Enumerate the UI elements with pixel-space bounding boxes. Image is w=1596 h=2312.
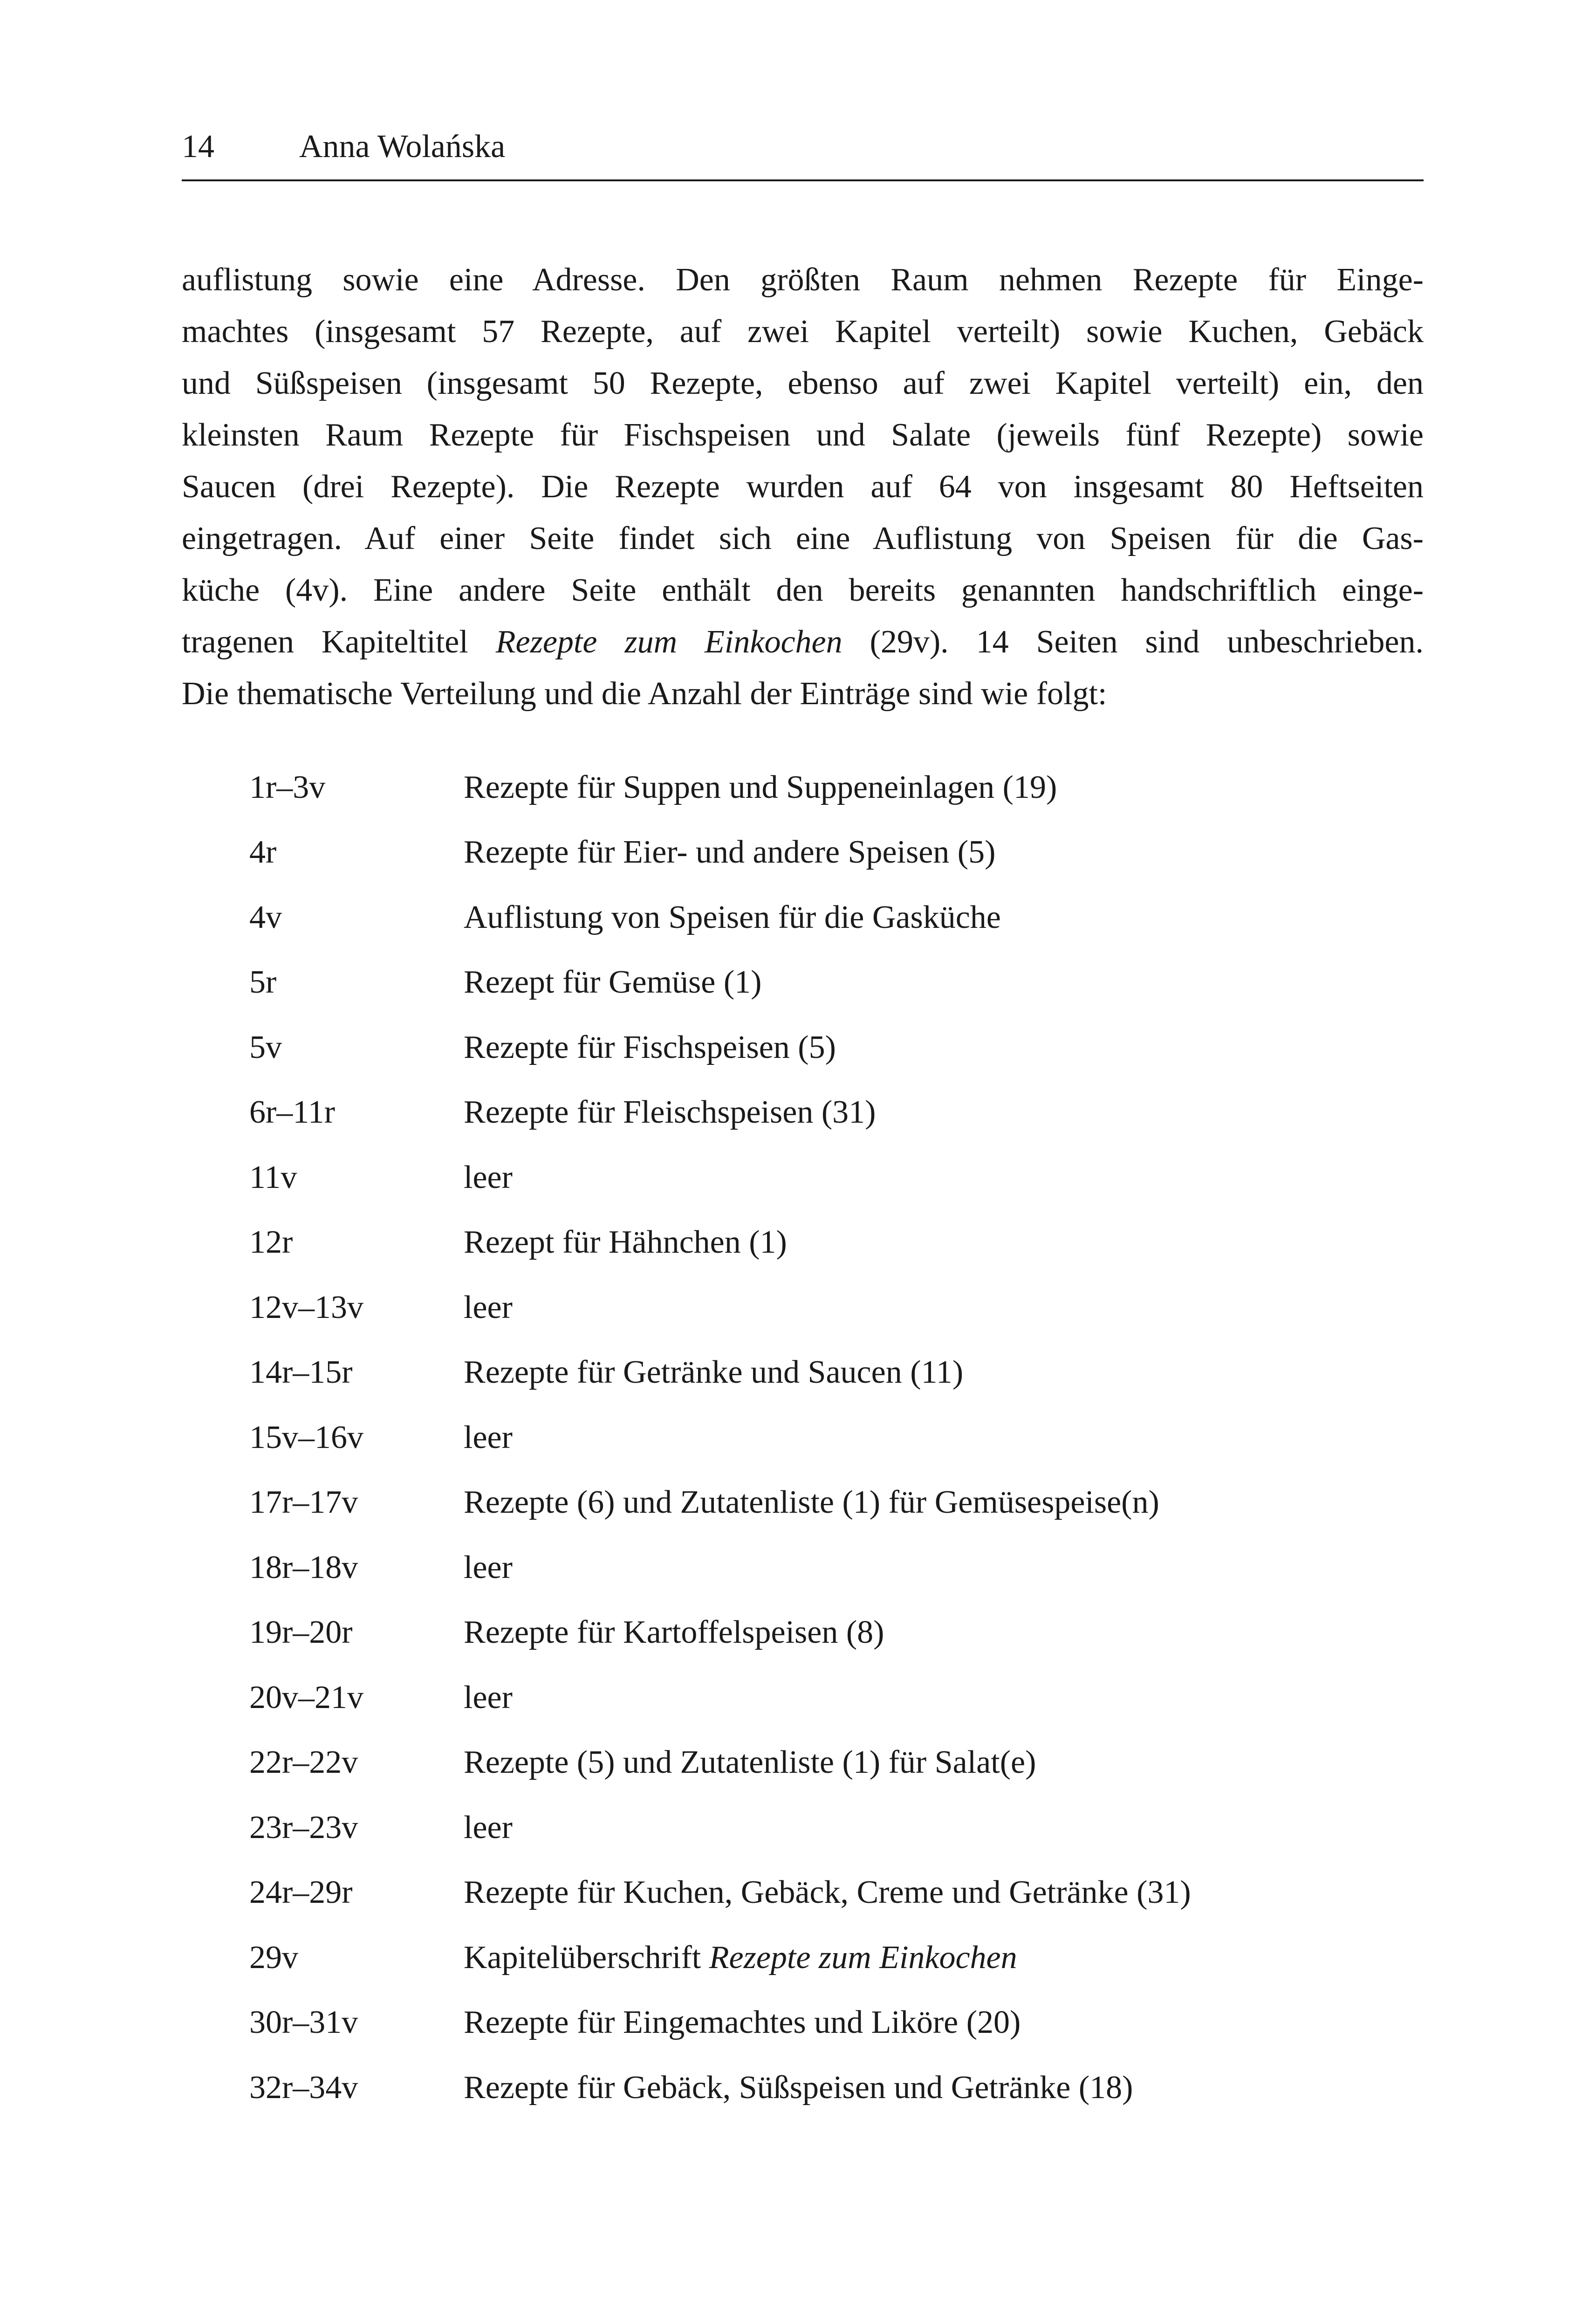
folio-range: 6r–11r [249,1094,336,1131]
list-item [249,820,1414,885]
page-number: 14 [182,129,214,165]
description-text: leer [464,1419,513,1455]
running-head-author: Anna Wolańska [299,129,506,165]
folio-range: 15v–16v [249,1419,363,1455]
entry-description [464,894,1414,941]
italic-title: Rezepte zum Einkochen [495,624,843,660]
entry-description [464,1284,1414,1331]
list-item [249,1730,1414,1796]
description-text: leer [464,1289,513,1325]
entry-description [464,1804,1414,1851]
list-item [249,885,1414,950]
description-text: Rezepte für Kuchen, Gebäck, Creme und Getränke (31) [464,1874,1191,1911]
entry-description [464,1219,1414,1266]
description-text: Rezepte (5) und Zutatenliste (1) für Salat(e) [464,1744,1036,1781]
folio-entry-list [249,755,1414,2120]
entry-description [464,1609,1414,1656]
list-item [249,1080,1414,1146]
list-item [249,1535,1414,1600]
body-line [182,513,1424,564]
folio-range: 1r–3v [249,769,326,805]
entry-description [464,1999,1414,2046]
list-item [249,1470,1414,1536]
entry-description [464,829,1414,876]
entry-description [464,1349,1414,1396]
description-text: Rezepte für Fleischspeisen (31) [464,1094,876,1131]
description-text: Rezept für Hähnchen (1) [464,1224,787,1261]
entry-description [464,1739,1414,1786]
folio-range: 32r–34v [249,2069,358,2106]
entry-description [464,1024,1414,1071]
body-text-run: kleinsten Raum Rezepte für Fischspeisen und Salate (jeweils fünf Rezepte) sowie [182,417,1424,453]
folio-range: 19r–20r [249,1614,353,1651]
list-item [249,950,1414,1015]
list-item [249,1210,1414,1276]
folio-range: 24r–29r [249,1874,353,1911]
list-item [249,1925,1414,1990]
list-item [249,1340,1414,1406]
folio-range: 23r–23v [249,1809,358,1845]
description-text: leer [464,1549,513,1585]
description-text: leer [464,1679,513,1715]
body-text-run: Saucen (drei Rezepte). Die Rezepte wurden auf 64 von insgesamt 80 Heftseiten [182,469,1424,505]
description-text: Auflistung von Speisen für die Gasküche [464,899,1001,935]
entry-description [464,1544,1414,1591]
folio-range: 22r–22v [249,1744,358,1781]
folio-range: 20v–21v [249,1679,363,1715]
list-item [249,1600,1414,1666]
folio-range: 5r [249,964,277,1001]
body-line [182,616,1424,668]
body-text-run: (29v). 14 Seiten sind unbeschrieben. [842,624,1424,660]
body-line [182,306,1424,357]
description-text: Rezepte für Getränke und Saucen (11) [464,1354,964,1391]
list-item [249,2055,1414,2120]
folio-range: 18r–18v [249,1549,358,1585]
body-line [182,254,1424,306]
entry-description [464,1414,1414,1461]
italic-title: Rezepte zum Einkochen [709,1939,1017,1976]
folio-range: 4v [249,899,282,935]
body-text-run: küche (4v). Eine andere Seite enthält den bereits genannten handschriftlich einge- [182,572,1424,608]
body-text-run: auflistung sowie eine Adresse. Den größten Raum nehmen Rezepte für Einge- [182,262,1424,298]
body-line [182,668,1424,720]
body-text-run: machtes (insgesamt 57 Rezepte, auf zwei Kapitel verteilt) sowie Kuchen, Gebäck [182,314,1424,350]
entry-description [464,1869,1414,1916]
entry-description [464,1089,1414,1136]
folio-range: 17r–17v [249,1484,358,1521]
folio-range: 11v [249,1159,297,1195]
description-text: leer [464,1809,513,1845]
list-item [249,1145,1414,1210]
list-item [249,1990,1414,2056]
list-item [249,1275,1414,1340]
entry-description [464,1154,1414,1201]
description-text: leer [464,1159,513,1195]
folio-range: 30r–31v [249,2004,358,2041]
description-text: Rezepte für Suppen und Suppeneinlagen (19) [464,769,1057,805]
running-header [182,119,1424,181]
folio-range: 14r–15r [249,1354,353,1391]
list-item [249,1795,1414,1860]
description-text: Rezepte für Kartoffelspeisen (8) [464,1614,884,1651]
entry-description [464,2065,1414,2111]
description-text: Rezepte für Eier- und andere Speisen (5) [464,834,996,871]
body-text-run: tragenen Kapiteltitel [182,624,496,660]
folio-range: 4r [249,834,277,871]
list-item [249,1405,1414,1470]
description-text: Rezept für Gemüse (1) [464,964,762,1001]
folio-range: 12v–13v [249,1289,363,1325]
body-line [182,564,1424,616]
description-text: Rezepte für Eingemachtes und Liköre (20) [464,2004,1021,2041]
folio-range: 12r [249,1224,293,1261]
description-text: Rezepte für Gebäck, Süßspeisen und Getränke (18) [464,2069,1133,2106]
description-text: Kapitelüberschrift [464,1939,709,1976]
body-line [182,409,1424,461]
entry-description [464,1935,1414,1981]
body-line [182,357,1424,409]
list-item [249,1665,1414,1730]
body-text-run: und Süßspeisen (insgesamt 50 Rezepte, ebenso auf zwei Kapitel verteilt) ein, den [182,365,1424,401]
entry-description [464,959,1414,1006]
description-text: Rezepte für Fischspeisen (5) [464,1029,836,1065]
entry-description [464,764,1414,811]
folio-range: 5v [249,1029,282,1065]
list-item [249,1860,1414,1926]
body-text-run: eingetragen. Auf einer Seite findet sich eine Auflistung von Speisen für die Gas- [182,521,1424,556]
list-item [249,1015,1414,1080]
body-line [182,461,1424,513]
description-text: Rezepte (6) und Zutatenliste (1) für Gemüsespeise(n) [464,1484,1159,1521]
body-paragraph [182,254,1424,720]
folio-range: 29v [249,1939,298,1976]
body-text-run: Die thematische Verteilung und die Anzahl der Einträge sind wie folgt: [182,676,1107,712]
entry-description [464,1674,1414,1721]
entry-description [464,1479,1414,1526]
list-item [249,755,1414,820]
